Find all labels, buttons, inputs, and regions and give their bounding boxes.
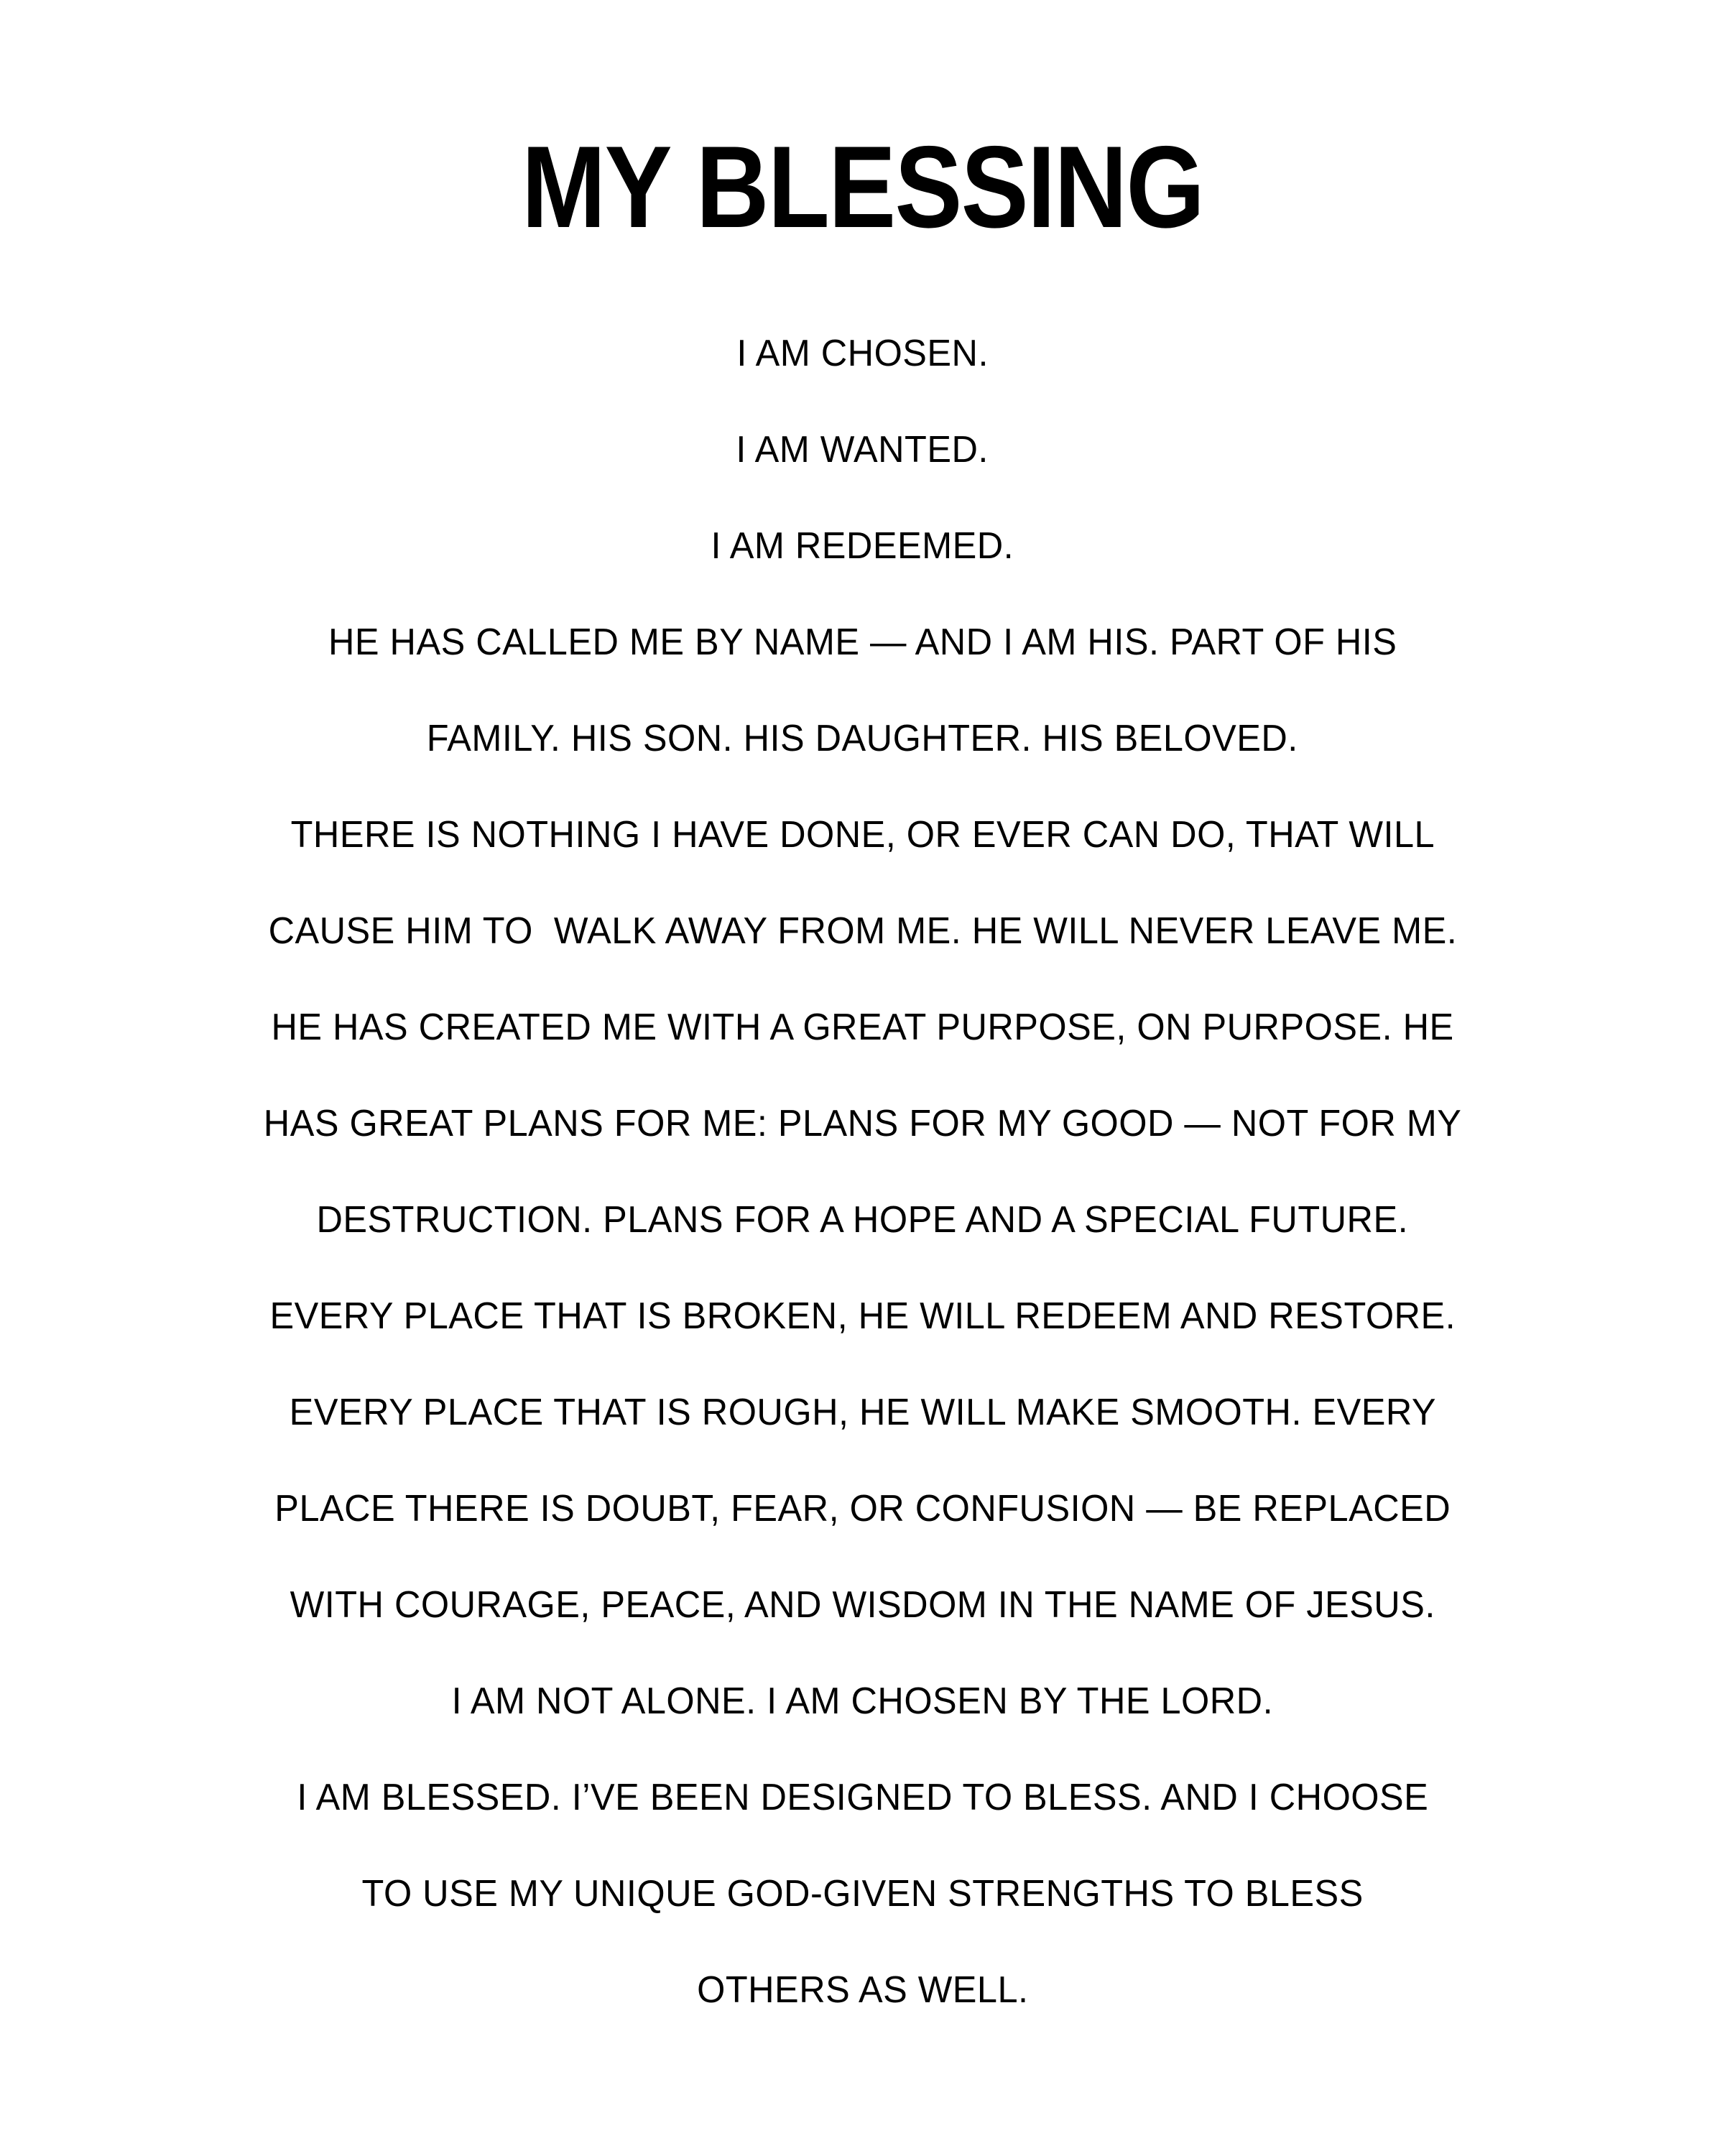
text-line [0, 1201, 1725, 1239]
text-line-content: I AM WANTED. [736, 429, 989, 471]
text-line [0, 814, 1725, 856]
text-line-content: I AM REDEEMED. [711, 525, 1014, 567]
text-line-content: WITH COURAGE, PEACE, AND WISDOM IN THE NAME OF JESUS. [290, 1584, 1435, 1626]
text-line-content: I AM BLESSED. I’VE BEEN DESIGNED TO BLESS. AND I CHOOSE [297, 1777, 1428, 1818]
text-line-content: HE HAS CALLED ME BY NAME — AND I AM HIS. PART OF HIS [328, 621, 1397, 663]
text-line [0, 1680, 1725, 1722]
text-line [0, 912, 1725, 950]
text-line-content: I AM NOT ALONE. I AM CHOSEN BY THE LORD. [451, 1680, 1274, 1722]
text-line [0, 429, 1725, 471]
text-line-content: I AM CHOSEN. [736, 333, 989, 374]
text-line-content: PLACE THERE IS DOUBT, FEAR, OR CONFUSION — BE REPLACED [274, 1488, 1451, 1530]
text-line-content: HAS GREAT PLANS FOR ME: PLANS FOR MY GOOD — NOT FOR MY [263, 1103, 1462, 1144]
text-line [0, 1873, 1725, 1915]
text-line [0, 1586, 1725, 1624]
text-line [0, 527, 1725, 565]
text-line [0, 1297, 1725, 1335]
text-line [0, 1009, 1725, 1046]
text-line [0, 1971, 1725, 2009]
text-line [0, 621, 1725, 663]
page-title: MY BLESSING [521, 122, 1204, 252]
text-line-content: EVERY PLACE THAT IS BROKEN, HE WILL REDEEM AND RESTORE. [269, 1295, 1456, 1337]
text-line-content: THERE IS NOTHING I HAVE DONE, OR EVER CAN DO, THAT WILL [290, 814, 1435, 856]
text-line-content: OTHERS AS WELL. [696, 1969, 1029, 2011]
text-line-content: DESTRUCTION. PLANS FOR A HOPE AND A SPECIAL FUTURE. [316, 1199, 1409, 1241]
text-line [0, 1779, 1725, 1816]
text-line-content: EVERY PLACE THAT IS ROUGH, HE WILL MAKE SMOOTH. EVERY [289, 1392, 1436, 1433]
text-line [0, 1105, 1725, 1142]
text-line-content: CAUSE HIM TO WALK AWAY FROM ME. HE WILL NEVER LEAVE ME. [268, 910, 1457, 952]
text-line-content: HE HAS CREATED ME WITH A GREAT PURPOSE, ON PURPOSE. HE [271, 1007, 1454, 1048]
text-line [0, 720, 1725, 757]
text-line-content: TO USE MY UNIQUE GOD-GIVEN STRENGTHS TO BLESS [361, 1873, 1364, 1915]
text-line [0, 335, 1725, 372]
text-line [0, 1394, 1725, 1431]
text-line-content: FAMILY. HIS SON. HIS DAUGHTER. HIS BELOVED. [426, 718, 1299, 759]
text-line [0, 1488, 1725, 1530]
